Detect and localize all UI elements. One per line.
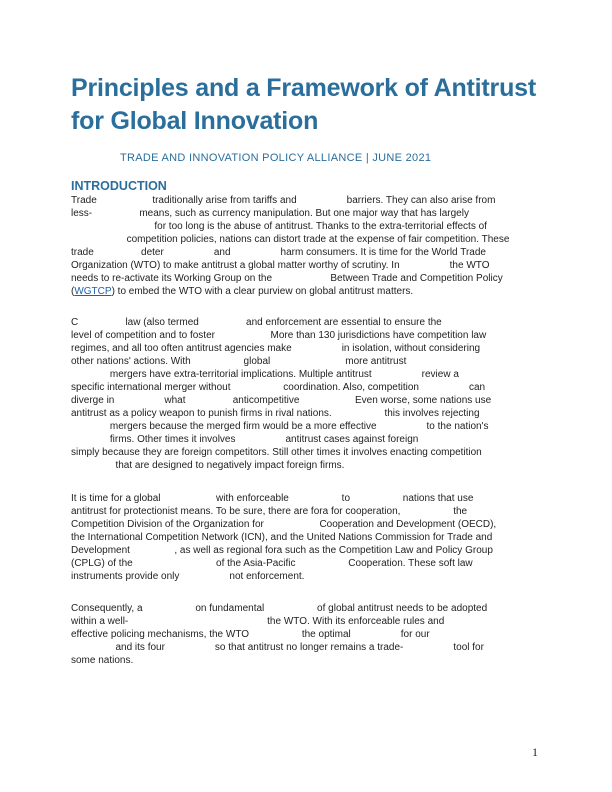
page-number: 1 [532,745,538,759]
paragraph-line: other nations' actions. With global more antitrust [71,356,407,367]
title-line-1: Principles and a Framework of Antitrust [71,74,536,102]
paragraph-line: antitrust for protectionist means. To be sure, there are fora for cooperation, the [71,506,468,517]
paragraph-line: the International Competition Network (ICN), and the United Nations Commission for Trade and [71,532,493,543]
paragraph-line: instruments provide only not enforcement. [71,571,305,582]
paragraph-line: competition policies, nations can distort trade at the expense of fair competition. These [71,234,510,245]
paragraph-line: Organization (WTO) to make antitrust a global matter worthy of scrutiny. In the WTO [71,260,490,271]
paragraph-line: specific international merger without coordination. Also, competition can [71,382,486,393]
paragraph-line: level of competition and to foster More than 130 jurisdictions have competition law [71,330,487,341]
paragraph-line: C law (also termed and enforcement are essential to ensure the [71,317,442,328]
paragraph-line-rest: to embed the WTO with a clear purview on global antitrust matters. [117,286,414,297]
document-title [71,72,551,138]
paragraph-line: It is time for a global with enforceable to nations that use [71,493,474,504]
paragraph-line: regimes, and all too often antitrust agencies make in isolation, without considering [71,343,481,354]
title-line-2: for Global Innovation [71,107,319,135]
paragraph-line: Competition Division of the Organization for Cooperation and Development (OECD), [71,519,497,530]
paragraph-line: firms. Other times it involves antitrust cases against foreign [71,434,419,445]
paragraph-line: and its four so that antitrust no longer remains a trade- tool for [71,642,484,653]
paragraph-line: simply because they are foreign competitors. Still other times it involves enacting competition [71,447,482,458]
paragraph-line: that are designed to negatively impact foreign firms. [71,460,345,471]
paragraph-line: (CPLG) of the of the Asia-Pacific Cooperation. These soft law [71,558,473,569]
paragraph-line: for too long is the abuse of antitrust. Thanks to the extra-territorial effects of [71,221,487,232]
paragraph-line: mergers because the merged firm would be a more effective to the nation's [71,421,489,432]
paragraph-line: effective policing mechanisms, the WTO the optimal for our [71,629,430,640]
paragraph-line: antitrust as a policy weapon to punish firms in rival nations. this involves rejecting [71,408,480,419]
paragraph-line-with-link: (WGTCP) to embed the WTO with a clear purview on global antitrust matters. [71,286,414,297]
paragraph-line: diverge in what anticompetitive Even worse, some nations use [71,395,492,406]
paragraph-line: Trade traditionally arise from tariffs and barriers. They can also arise from [71,195,496,206]
paragraph-line: less- means, such as currency manipulation. But one major way that has largely [71,208,469,219]
paragraph-line: some nations. [71,655,134,666]
section-heading-introduction: INTRODUCTION [71,179,167,193]
paragraph-line: Development , as well as regional fora such as the Competition Law and Policy Group [71,545,493,556]
paragraph-line: needs to re-activate its Working Group on the Between Trade and Competition Policy [71,273,503,284]
wgtcp-link[interactable]: WGTCP [74,286,112,297]
paragraph-line: within a well- the WTO. With its enforceable rules and [71,616,445,627]
paragraph-line: Consequently, a on fundamental of global antitrust needs to be adopted [71,603,488,614]
document-subtitle: TRADE AND INNOVATION POLICY ALLIANCE | JUNE 2021 [120,152,432,164]
paragraph-line: mergers have extra-territorial implications. Multiple antitrust review a [71,369,459,380]
paragraph-line: trade deter and harm consumers. It is time for the World Trade [71,247,486,258]
